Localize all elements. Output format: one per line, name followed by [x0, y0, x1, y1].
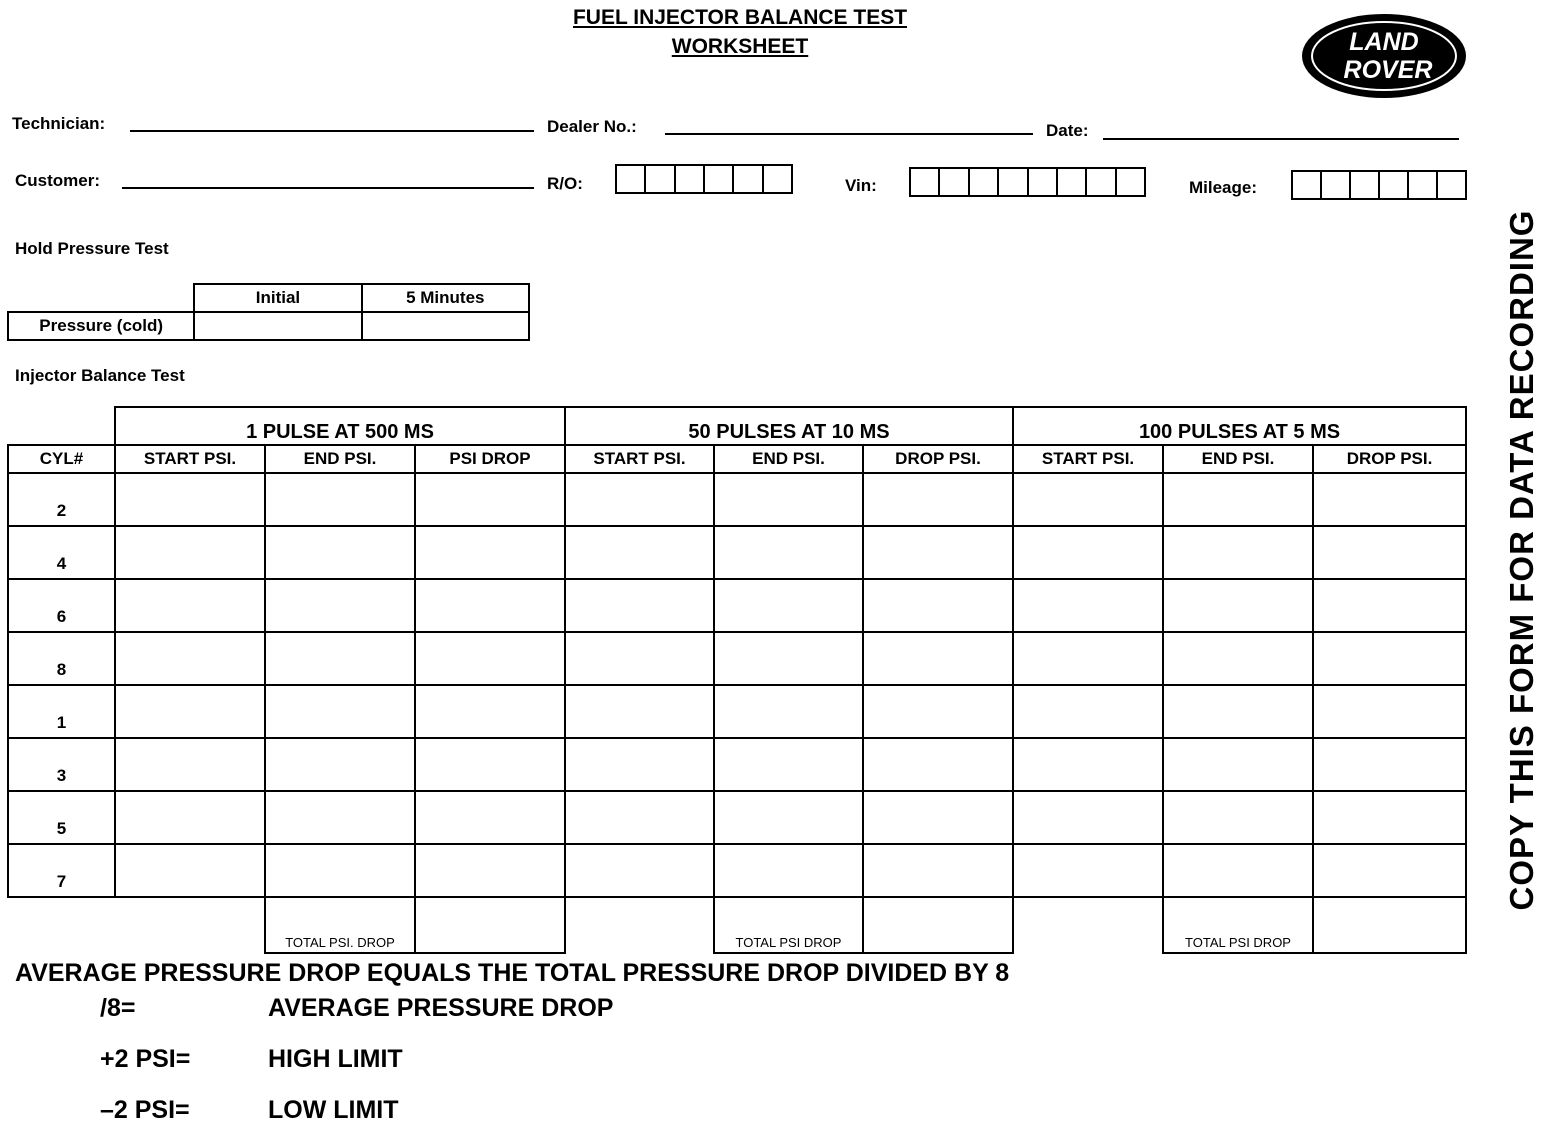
cylinder-number: 4 — [8, 526, 115, 579]
table-row — [8, 632, 1466, 685]
col-header: END PSI. — [714, 445, 863, 473]
total-psi-drop-label-1: TOTAL PSI. DROP — [265, 897, 415, 953]
total-psi-drop-input-2[interactable] — [863, 897, 1013, 953]
col-header: END PSI. — [1163, 445, 1313, 473]
hold-blank-cell — [8, 284, 194, 312]
cylinder-number: 7 — [8, 844, 115, 897]
hold-row-label: Pressure (cold) — [8, 312, 194, 340]
ro-boxes[interactable] — [615, 164, 793, 194]
cylinder-number: 8 — [8, 632, 115, 685]
col-header: END PSI. — [265, 445, 415, 473]
col-header: START PSI. — [115, 445, 265, 473]
total-psi-drop-label-2: TOTAL PSI DROP — [714, 897, 863, 953]
page-title: FUEL INJECTOR BALANCE TEST — [572, 6, 908, 29]
col-header: START PSI. — [565, 445, 714, 473]
average-drop-label: AVERAGE PRESSURE DROP — [268, 994, 614, 1022]
col-header: START PSI. — [1013, 445, 1163, 473]
date-field[interactable] — [1103, 138, 1459, 140]
svg-text:ROVER: ROVER — [1343, 56, 1433, 84]
div8-label: /8= — [100, 994, 136, 1022]
dealer-no-label: Dealer No.: — [547, 117, 637, 136]
cylinder-number: 1 — [8, 685, 115, 738]
group-1-header: 1 PULSE AT 500 MS — [115, 407, 565, 445]
high-limit-label: HIGH LIMIT — [268, 1045, 403, 1073]
table-row — [8, 473, 1466, 526]
hold-col-5min: 5 Minutes — [362, 284, 529, 312]
average-instruction: AVERAGE PRESSURE DROP EQUALS THE TOTAL PRESSURE DROP DIVIDED BY 8 — [15, 959, 1010, 987]
mileage-boxes[interactable] — [1291, 170, 1467, 200]
table-row — [8, 791, 1466, 844]
cylinder-number: 3 — [8, 738, 115, 791]
cylinder-number: 6 — [8, 579, 115, 632]
total-psi-drop-input-3[interactable] — [1313, 897, 1466, 953]
mileage-label: Mileage: — [1189, 178, 1258, 197]
col-header: DROP PSI. — [1313, 445, 1466, 473]
balance-test-table — [7, 406, 1467, 954]
col-header: PSI DROP — [415, 445, 565, 473]
plus2-label: +2 PSI= — [100, 1045, 191, 1073]
table-row — [8, 526, 1466, 579]
vin-boxes[interactable] — [909, 167, 1146, 197]
vin-label: Vin: — [845, 176, 877, 195]
hold-test-heading: Hold Pressure Test — [15, 239, 169, 258]
table-row — [8, 579, 1466, 632]
customer-label: Customer: — [15, 171, 101, 190]
table-row — [8, 844, 1466, 897]
hold-initial-input[interactable] — [194, 312, 361, 340]
col-header: DROP PSI. — [863, 445, 1013, 473]
hold-test-table — [7, 283, 530, 341]
ro-label: R/O: — [547, 174, 583, 193]
group-2-header: 50 PULSES AT 10 MS — [565, 407, 1013, 445]
total-psi-drop-label-3: TOTAL PSI DROP — [1163, 897, 1313, 953]
table-row — [8, 685, 1466, 738]
svg-text:LAND: LAND — [1349, 28, 1419, 56]
minus2-label: –2 PSI= — [100, 1096, 190, 1124]
dealer-no-field[interactable] — [665, 133, 1033, 135]
group-3-header: 100 PULSES AT 5 MS — [1013, 407, 1466, 445]
total-psi-drop-input-1[interactable] — [415, 897, 565, 953]
hold-5min-input[interactable] — [362, 312, 529, 340]
land-rover-logo — [1300, 12, 1468, 100]
balance-test-heading: Injector Balance Test — [15, 366, 185, 385]
table-row — [8, 738, 1466, 791]
cylinder-number: 5 — [8, 791, 115, 844]
cylinder-number: 2 — [8, 473, 115, 526]
side-note-text: COPY THIS FORM FOR DATA RECORDING — [1503, 209, 1540, 911]
col-header: CYL# — [8, 445, 115, 473]
customer-field[interactable] — [122, 187, 534, 189]
low-limit-label: LOW LIMIT — [268, 1096, 399, 1124]
date-label: Date: — [1046, 121, 1089, 140]
technician-label: Technician: — [12, 114, 106, 133]
hold-col-initial: Initial — [194, 284, 361, 312]
page-subtitle: WORKSHEET — [671, 35, 809, 58]
technician-field[interactable] — [130, 130, 534, 132]
